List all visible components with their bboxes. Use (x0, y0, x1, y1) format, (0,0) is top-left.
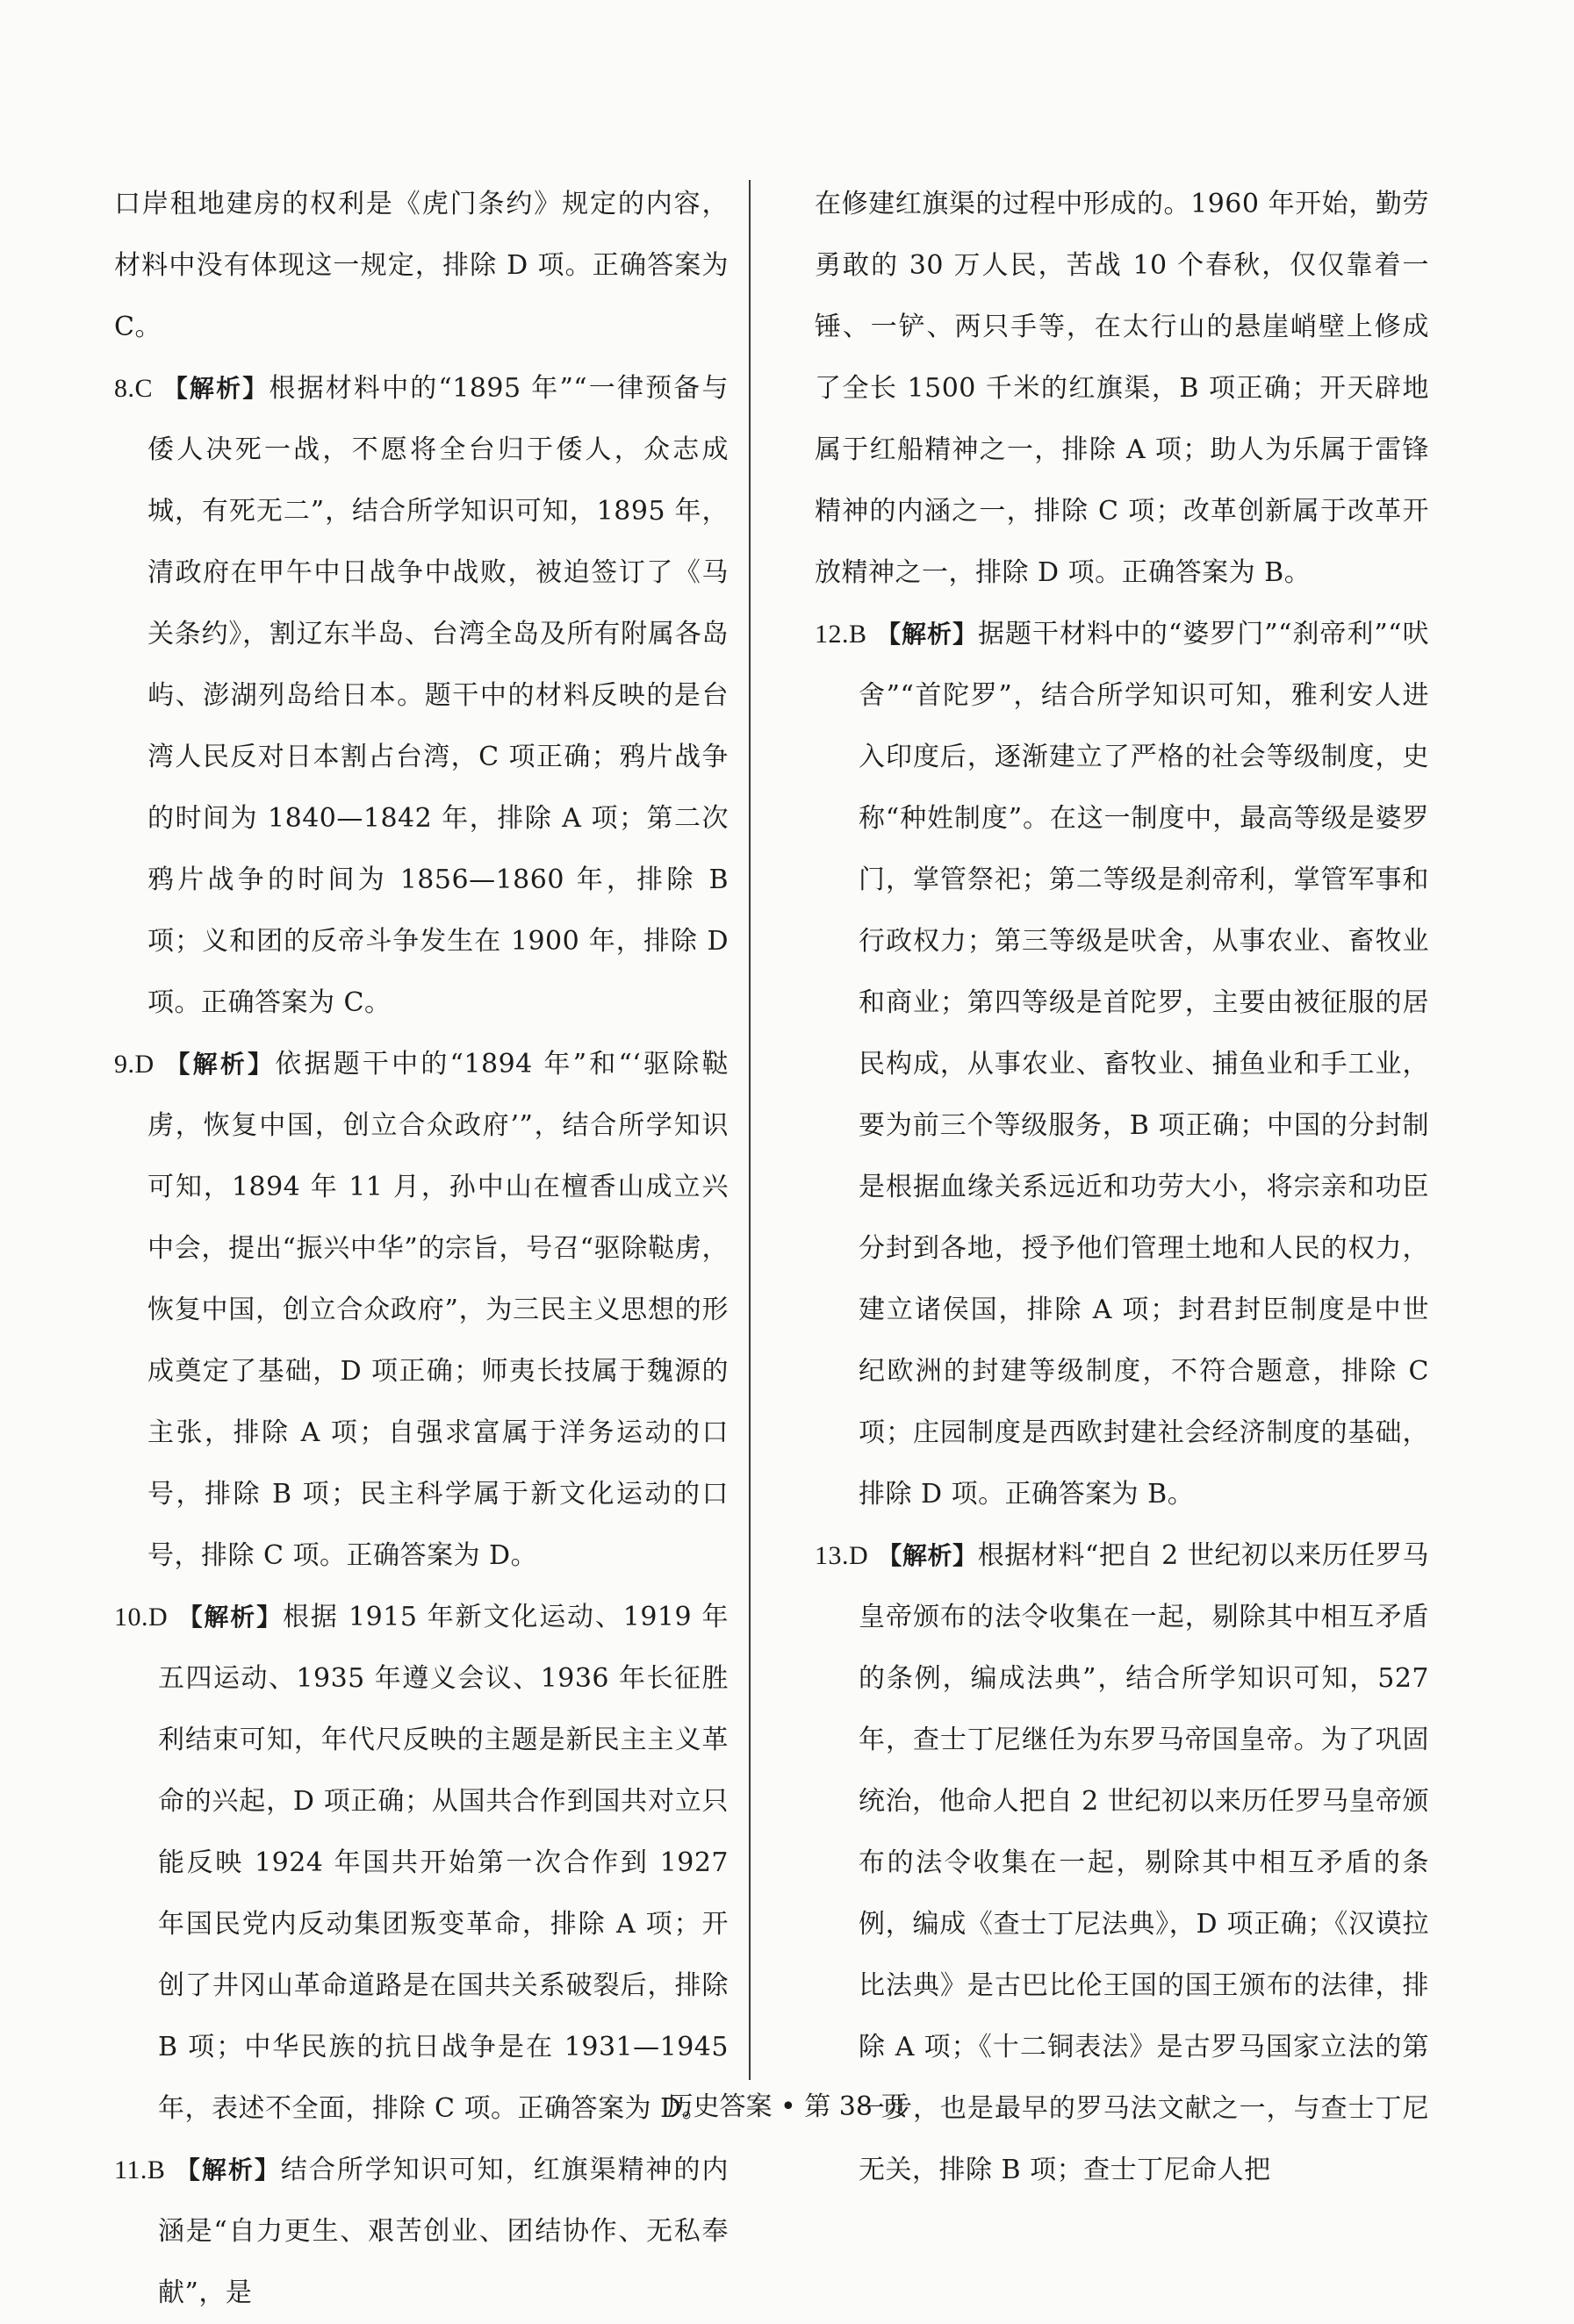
item-number: 11.B (114, 2155, 166, 2184)
left-column (114, 174, 729, 2324)
analysis-tag: 【解析】 (162, 374, 270, 403)
item-text: 依据题干中的“1894 年”和“‘驱除鞑虏，恢复中国，创立合众政府’”，结合所学知识可知，1894 年 11 月，孙中山在檀香山成立兴中会，提出“振兴中华”的宗旨，号召“驱除鞑虏，恢复中国，创立合众政府”，为三民主义思想的形成奠定了基础，D 项正确；师夷长技属于魏源的主张，排除 A 项；自强求富属于洋务运动的口号，排除 B 项；民主科学属于新文化运动的口号，排除 C 项。正确答案为 D。 (147, 1049, 729, 1571)
answer-item-12 (815, 604, 1429, 1525)
column-divider (749, 180, 751, 2080)
item-text: 根据 1915 年新文化运动、1919 年五四运动、1935 年遵义会议、1936 年长征胜利结束可知，年代尺反映的主题是新民主主义革命的兴起，D 项正确；从国共合作到国共对立只能反映 1924 年国共开始第一次合作到 1927 年国民党内反动集团叛变革命，排除 A 项；开创了井冈山革命道路是在国共关系破裂后，排除 B 项；中华民族的抗日战争是在 1931—1945 年，表述不全面，排除 C 项。正确答案为 D。 (158, 1602, 729, 2124)
answer-item-9 (114, 1034, 729, 1587)
item-number: 13.D (815, 1541, 869, 1570)
page-footer: 历史答案 • 第 38 页 (666, 2091, 908, 2122)
item-text: 结合所学知识可知，红旗渠精神的内涵是“自力更生、艰苦创业、团结协作、无私奉献”，是 (158, 2155, 729, 2308)
analysis-tag: 【解析】 (165, 1050, 276, 1079)
analysis-tag: 【解析】 (876, 620, 978, 649)
item-number: 10.D (114, 1603, 169, 1632)
answer-item-8 (114, 358, 729, 1034)
answer-item-11 (114, 2140, 729, 2324)
answer-item-10 (114, 1587, 729, 2140)
item-number: 12.B (815, 620, 867, 649)
continuation-paragraph: 口岸租地建房的权利是《虎门条约》规定的内容，材料中没有体现这一规定，排除 D 项。正确答案为 C。 (114, 189, 729, 342)
analysis-tag: 【解析】 (175, 2155, 281, 2184)
continuation-paragraph: 在修建红旗渠的过程中形成的。1960 年开始，勤劳勇敢的 30 万人民，苦战 10 个春秋，仅仅靠着一锤、一铲、两只手等，在太行山的悬崖峭壁上修成了全长 1500 千米的红旗渠，B 项正确；开天辟地属于红船精神之一，排除 A 项；助人为乐属于雷锋精神的内涵之一，排除 C 项；改革创新属于改革开放精神之一，排除 D 项。正确答案为 B。 (815, 189, 1429, 588)
item-text: 据题干材料中的“婆罗门”“刹帝利”“吠舍”“首陀罗”，结合所学知识可知，雅利安人进入印度后，逐渐建立了严格的社会等级制度，史称“种姓制度”。在这一制度中，最高等级是婆罗门，掌管祭祀；第二等级是刹帝利，掌管军事和行政权力；第三等级是吠舍，从事农业、畜牧业和商业；第四等级是首陀罗，主要由被征服的居民构成，从事农业、畜牧业、捕鱼业和手工业，要为前三个等级服务，B 项正确；中国的分封制是根据血缘关系远近和功劳大小，将宗亲和功臣分封到各地，授予他们管理土地和人民的权力，建立诸侯国，排除 A 项；封君封臣制度是中世纪欧洲的封建等级制度，不符合题意，排除 C 项；庄园制度是西欧封建社会经济制度的基础，排除 D 项。正确答案为 B。 (859, 619, 1429, 1510)
analysis-tag: 【解析】 (177, 1603, 283, 1632)
right-column (815, 174, 1429, 2201)
item-number: 9.D (114, 1050, 155, 1079)
item-number: 8.C (114, 374, 154, 403)
analysis-tag: 【解析】 (877, 1541, 978, 1570)
item-text: 根据材料中的“1895 年”“一律预备与倭人决死一战，不愿将全台归于倭人，众志成城，有死无二”，结合所学知识可知，1895 年，清政府在甲午中日战争中战败，被迫签订了《马关条约》，割辽东半岛、台湾全岛及所有附属各岛屿、澎湖列岛给日本。题干中的材料反映的是台湾人民反对日本割占台湾，C 项正确；鸦片战争的时间为 1840—1842 年，排除 A 项；第二次鸦片战争的时间为 1856—1860 年，排除 B 项；义和团的反帝斗争发生在 1900 年，排除 D 项。正确答案为 C。 (147, 373, 729, 1018)
item-text: 根据材料“把自 2 世纪初以来历任罗马皇帝颁布的法令收集在一起，剔除其中相互矛盾的条例，编成法典”，结合所学知识可知，527 年，查士丁尼继任为东罗马帝国皇帝。为了巩固统治，他命人把自 2 世纪初以来历任罗马皇帝颁布的法令收集在一起，剔除其中相互矛盾的条例，编成《查士丁尼法典》，D 项正确；《汉谟拉比法典》是古巴比伦王国的国王颁布的法律，排除 A 项；《十二铜表法》是古罗马国家立法的第一步，也是最早的罗马法文献之一，与查士丁尼无关，排除 B 项；查士丁尼命人把 (859, 1540, 1429, 2185)
